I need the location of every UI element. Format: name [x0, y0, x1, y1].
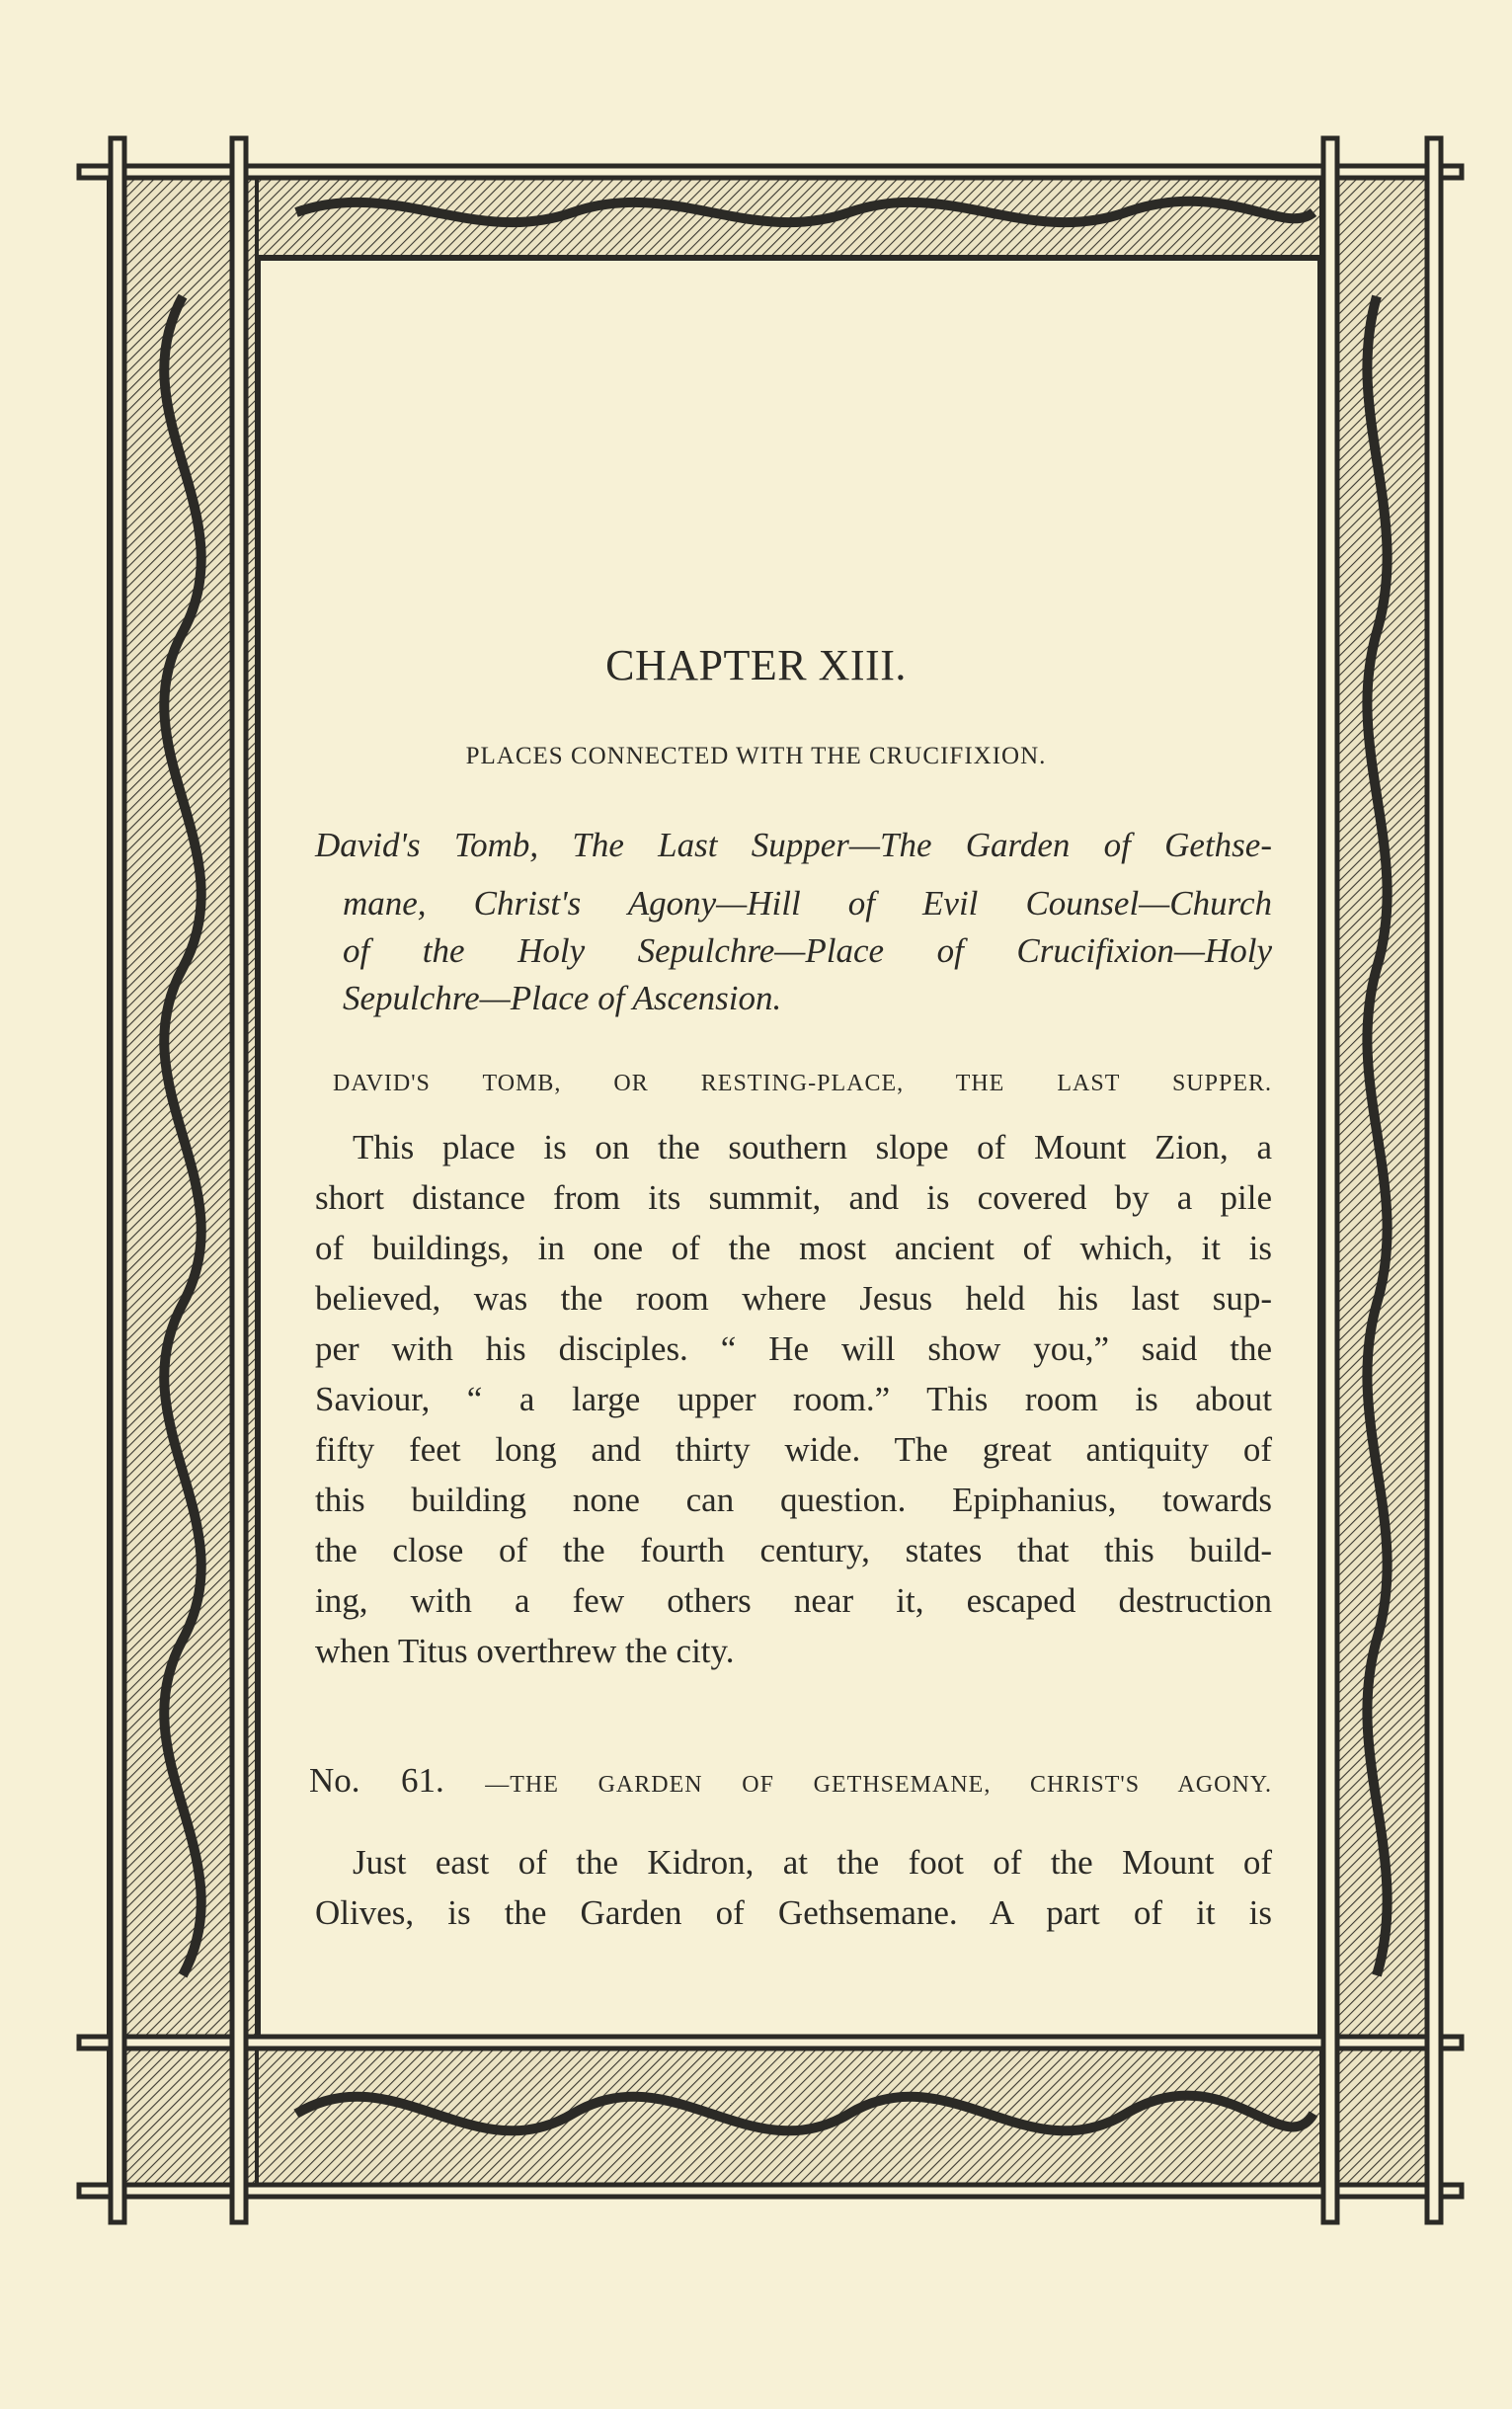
body-line: this building none can question. Epiphanius, towards [315, 1481, 1272, 1519]
border-bottom [109, 2043, 1432, 2191]
body-line: the close of the fourth century, states that this build- [315, 1531, 1272, 1569]
body-line: per with his disciples. “ He will show you,” said the [315, 1329, 1272, 1368]
body-line: This place is on the southern slope of Mount Zion, a [353, 1128, 1272, 1166]
body-line: fifty feet long and thirty wide. The great antiquity of [315, 1430, 1272, 1469]
body-line: Olives, is the Garden of Gethsemane. A part of it is [315, 1893, 1272, 1932]
section-number: No. 61. [309, 1761, 444, 1800]
chapter-title: CHAPTER XIII. [605, 641, 907, 689]
body-line: when Titus overthrew the city. [315, 1632, 735, 1670]
synopsis-line: of the Holy Sepulchre—Place of Crucifixion—Holy [343, 931, 1272, 970]
chapter-subtitle: PLACES CONNECTED WITH THE CRUCIFIXION. [465, 743, 1047, 769]
section-heading: DAVID'S TOMB, OR RESTING-PLACE, THE LAST SUPPER. [333, 1071, 1272, 1096]
body-line: short distance from its summit, and is covered by a pile [315, 1178, 1272, 1217]
body-line: Just east of the Kidron, at the foot of the Mount of [353, 1843, 1272, 1882]
body-line: of buildings, in one of the most ancient of which, it is [315, 1229, 1272, 1267]
synopsis-line: Sepulchre—Place of Ascension. [343, 979, 782, 1017]
section-title: —THE GARDEN OF GETHSEMANE, CHRIST'S AGONY. [485, 1772, 1273, 1798]
section-heading-2 [309, 1761, 1272, 1801]
body-line: Saviour, “ a large upper room.” This room is about [315, 1380, 1272, 1418]
synopsis-line: David's Tomb, The Last Supper—The Garden of Gethse- [315, 826, 1272, 864]
synopsis-line: mane, Christ's Agony—Hill of Evil Counsel—Church [343, 884, 1272, 923]
body-line: ing, with a few others near it, escaped destruction [315, 1581, 1272, 1620]
body-line: believed, was the room where Jesus held his last sup- [315, 1279, 1272, 1318]
